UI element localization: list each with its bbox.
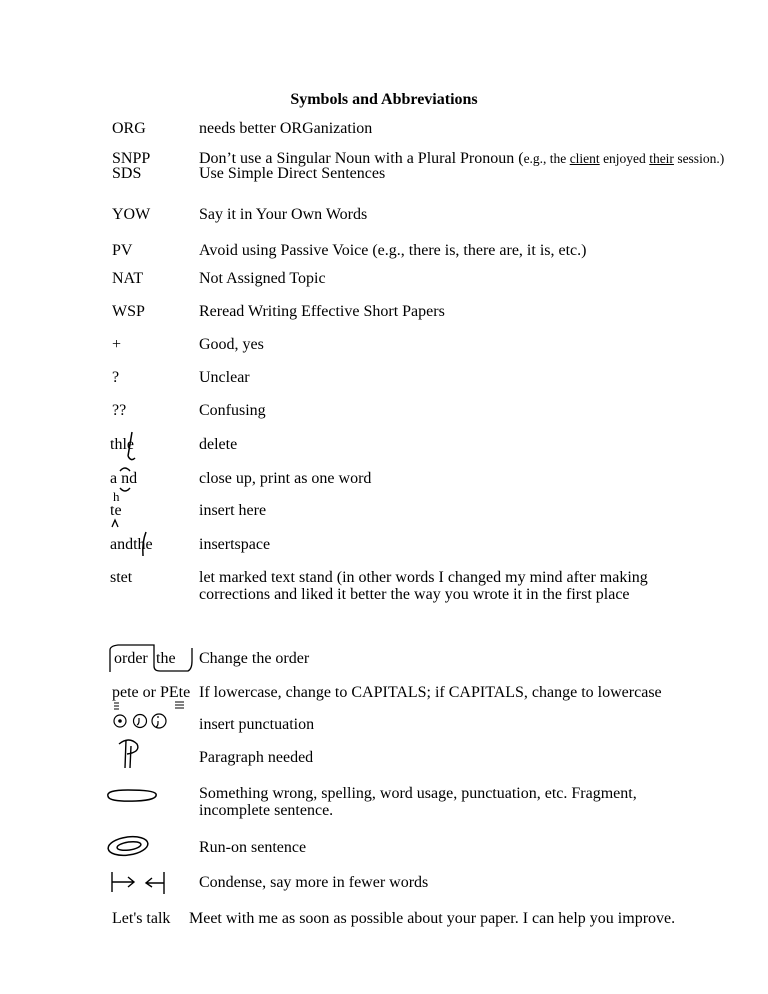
def-wsp: Reread Writing Effective Short Papers bbox=[199, 303, 445, 320]
case-symbol: pete or PEte bbox=[112, 684, 191, 701]
def-nat: Not Assigned Topic bbox=[199, 270, 326, 287]
abbr-pv: PV bbox=[112, 242, 133, 259]
def-punctuation: insert punctuation bbox=[199, 716, 315, 733]
def-case: If lowercase, change to CAPITALS; if CAPITALS, change to lowercase bbox=[199, 684, 662, 701]
def-question: Unclear bbox=[199, 369, 250, 386]
def-pv: Avoid using Passive Voice (e.g., there is, there are, it is, etc.) bbox=[199, 242, 587, 259]
paragraph-icon bbox=[114, 736, 144, 772]
close-up-symbol: a nd bbox=[110, 470, 138, 487]
insert-letter: h bbox=[113, 489, 120, 504]
order-symbol-a: order bbox=[114, 650, 148, 667]
def-plus: Good, yes bbox=[199, 336, 264, 353]
def-change-order: Change the order bbox=[199, 650, 310, 667]
def-run-on: Run-on sentence bbox=[199, 839, 307, 856]
abbr-lets-talk: Let's talk bbox=[112, 910, 171, 927]
abbr-yow: YOW bbox=[112, 206, 151, 223]
abbr-plus: + bbox=[112, 336, 122, 353]
insert-space-symbol: andthe bbox=[110, 536, 153, 553]
stet-symbol: stet bbox=[110, 569, 133, 586]
circle-mark-icon bbox=[104, 786, 160, 804]
def-insert-space: insertspace bbox=[199, 536, 271, 553]
abbr-org: ORG bbox=[112, 120, 146, 137]
page-title: Symbols and Abbreviations bbox=[290, 91, 478, 108]
def-stet: let marked text stand (in other words I changed my mind after making corrections and liked it better the way you wrote it in the first place bbox=[199, 569, 648, 603]
def-org: needs better ORGanization bbox=[199, 120, 373, 137]
def-insert-here: insert here bbox=[199, 502, 267, 519]
def-paragraph: Paragraph needed bbox=[199, 749, 314, 766]
delete-symbol: thle bbox=[110, 436, 134, 453]
abbr-snpp: SNPP bbox=[112, 150, 151, 167]
def-yow: Say it in Your Own Words bbox=[199, 206, 368, 223]
def-snpp: Don’t use a Singular Noun with a Plural Pronoun (e.g., the client enjoyed their session.) bbox=[199, 150, 725, 167]
space-mark-icon bbox=[110, 530, 170, 560]
def-lets-talk: Meet with me as soon as possible about your paper. I can help you improve. bbox=[189, 910, 676, 927]
abbr-sds: SDS bbox=[112, 165, 142, 182]
run-on-mark-icon bbox=[106, 834, 156, 858]
punctuation-icon bbox=[112, 710, 172, 732]
abbr-nat: NAT bbox=[112, 270, 144, 287]
abbr-double-question: ?? bbox=[112, 402, 127, 419]
def-sds: Use Simple Direct Sentences bbox=[199, 165, 386, 182]
caret-icon bbox=[110, 518, 124, 528]
def-close-up: close up, print as one word bbox=[199, 470, 372, 487]
insert-here-symbol: te bbox=[110, 502, 122, 519]
def-condense: Condense, say more in fewer words bbox=[199, 874, 429, 891]
abbr-question: ? bbox=[112, 369, 120, 386]
def-something-wrong: Something wrong, spelling, word usage, punctuation, etc. Fragment, incomplete sentence. bbox=[199, 785, 637, 819]
def-delete: delete bbox=[199, 436, 238, 453]
order-symbol-b: the bbox=[156, 650, 176, 667]
def-double-question: Confusing bbox=[199, 402, 266, 419]
condense-mark-icon bbox=[108, 868, 168, 896]
abbr-wsp: WSP bbox=[112, 303, 145, 320]
